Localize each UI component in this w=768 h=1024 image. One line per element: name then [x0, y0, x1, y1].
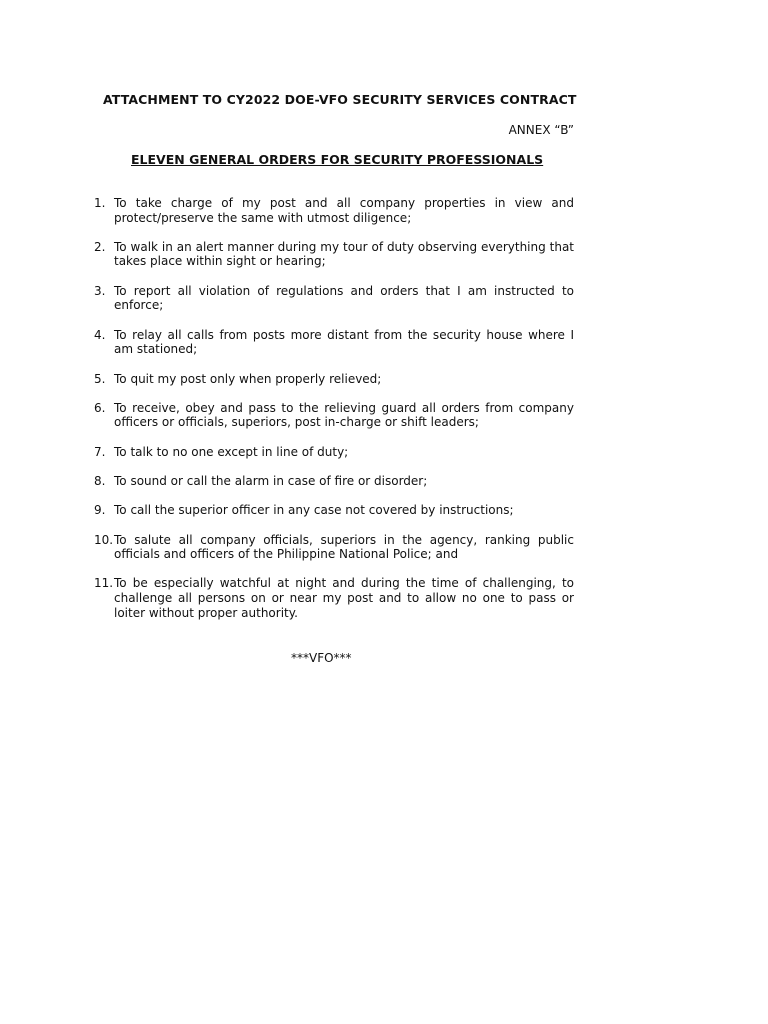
order-number: 1. [94, 196, 106, 210]
order-text: To report all violation of regulations and orders that I am instructed to enforce; [114, 283, 574, 313]
order-item-1 [94, 196, 574, 225]
order-number: 9. [94, 503, 106, 518]
order-number: 11. [94, 576, 114, 591]
order-item-2 [94, 240, 574, 269]
order-text: To relay all calls from posts more distant from the security house where I am stationed; [114, 327, 574, 357]
order-item-7 [94, 445, 574, 460]
order-number: 6. [94, 400, 106, 415]
order-number: 4. [94, 327, 106, 342]
order-text: To call the superior officer in any case not covered by instructions; [114, 503, 514, 518]
order-number: 3. [94, 283, 106, 298]
order-number: 5. [94, 371, 106, 386]
order-item-3 [94, 284, 574, 313]
annex-label: ANNEX “B” [508, 123, 574, 137]
order-item-9 [94, 503, 574, 518]
order-number: 7. [94, 444, 106, 459]
order-item-8 [94, 474, 574, 489]
document-heading: ATTACHMENT TO CY2022 DOE-VFO SECURITY SERVICES CONTRACT [103, 92, 577, 107]
document-subheading: ELEVEN GENERAL ORDERS FOR SECURITY PROFESSIONALS [131, 152, 544, 167]
order-item-5 [94, 372, 574, 387]
order-text: To sound or call the alarm in case of fire or disorder; [114, 473, 428, 488]
order-text: To receive, obey and pass to the relieving guard all orders from company officers or officials, superiors, post in-charge or shift leaders; [114, 400, 574, 430]
order-text: To walk in an alert manner during my tour of duty observing everything that takes place within sight or hearing; [114, 239, 574, 269]
order-item-6 [94, 401, 574, 430]
order-text: To take charge of my post and all company properties in view and protect/preserve the same with utmost diligence; [114, 196, 574, 225]
order-item-4 [94, 328, 574, 357]
order-number: 8. [94, 473, 106, 488]
order-text: To be especially watchful at night and during the time of challenging, to challenge all persons on or near my post and to allow no one to pass or loiter without proper authority. [114, 576, 574, 620]
order-number: 10. [94, 532, 114, 547]
order-text: To talk to no one except in line of duty; [114, 444, 349, 459]
order-item-10 [94, 533, 574, 562]
order-text: To quit my post only when properly relieved; [114, 371, 382, 386]
order-item-11 [94, 576, 574, 620]
order-text: To salute all company officials, superiors in the agency, ranking public officials and officers of the Philippine National Police; and [114, 532, 574, 562]
order-number: 2. [94, 239, 106, 254]
general-orders-list [94, 196, 574, 635]
document-footer: ***VFO*** [291, 651, 352, 665]
